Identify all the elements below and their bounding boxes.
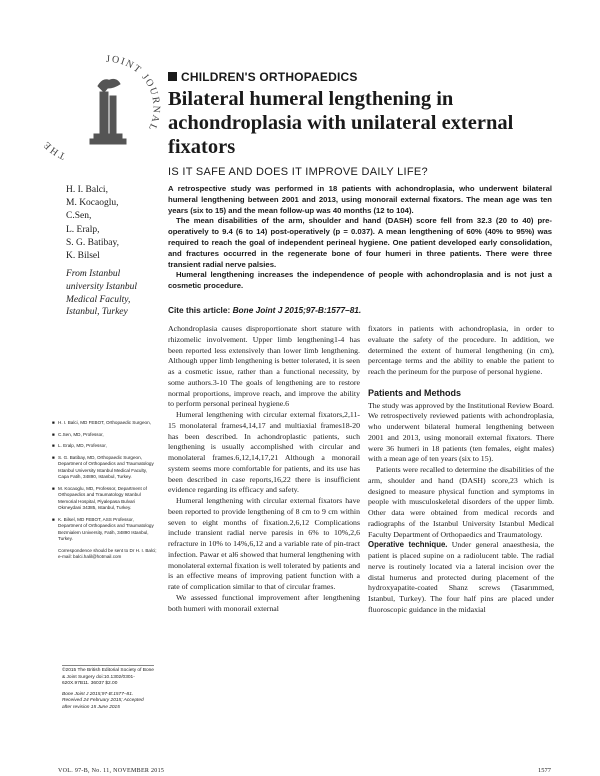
author-list [66,184,119,263]
author: S. G. Batibay, [66,237,119,248]
article-title: Bilateral humeral lengthening in achondroplasia with unilateral external fixators [168,88,514,158]
body-paragraph: Humeral lengthening with circular external fixators,2,11-15 monolateral frames4,14,17 and multiaxial frames18-20 has been described. In achondroplastic patients, such lengthening is usually accomplished with circular and monolateral frames.6,12,14,17,21 Although a monorail system seems more comfortable for patients, and its use has been described in case reports,16,22 there is insufficient evidence regarding its efficacy and safety. [168,410,360,495]
footer-volume: VOL. 97-B, No. 11, NOVEMBER 2015 [58,768,165,774]
abstract [168,184,552,292]
copyright: ©2015 The British Editorial Society of Bone & Joint Surgery doi:10.1302/0301-620X.97B11. 36037 $2.00 [62,668,154,687]
section-label: CHILDREN'S ORTHOPAEDICS [181,70,358,84]
affiliation [66,268,137,319]
footnote: ■ K. Bilsel, MD FEBOT, ASS Professor, Department of Orthopaedics and Traumatology Bezmialem University, Fatih, 34890 Istanbul, Turkey. [52,516,154,541]
author: K. Bilsel [66,251,100,262]
section-heading [168,70,358,84]
author: L. Eralp, [66,224,100,235]
body-paragraph: Patients were recalled to determine the disabilities of the arm, shoulder and hand (DASH) score,23 which is designed to measure physical function and symptoms in people with musculoskeletal disorders of the upper limb. Other data were obtained from medical records and radiographs of the Istanbul University Istanbul Medical Faculty Department of Orthopaedics and Traumatology. [368,465,554,539]
section-square-icon [168,72,177,81]
body-paragraph: We assessed functional improvement after lengthening both humeri with monorail external [168,592,360,613]
body-column-right [368,324,554,616]
abstract-paragraph: A retrospective study was performed in 18 patients with achondroplasia, who underwent bilateral humeral lengthening between 2001 and 2013, using monorail external fixators. The mean age was ten years (six to 15) and the mean follow-up was 40 months (12 to 104). [168,184,552,215]
citation-label: Cite this article: [168,305,231,315]
logo-text-left: TH [47,143,68,162]
run-in-heading: Operative technique. [368,540,448,550]
author: H. I. Balci, [66,185,108,195]
footnote: ■ M. Kocaoglu, MD, Professor, Department of Orthopaedics and Traumatology Istanbul Memorial Hospital, Piyalepasa Bulvari Okmeydani 34385, Istanbul, Turkey. [52,485,147,510]
abstract-paragraph: Humeral lengthening increases the independence of people with achondroplasia and is not just a cosmetic procedure. [168,270,552,291]
affiliation-line: From Istanbul [66,269,121,279]
body-paragraph [368,540,554,615]
citation-text: Bone Joint J 2015;97-B:1577–81. [232,305,362,315]
body-paragraph: fixators in patients with achondroplasia, in order to evaluate the safety of the procedure. In addition, we determined the extent of humeral lengthening (in cm), percentage terms and the ability to enable the patient to reach the perineum for the purpose of personal hygiene. [368,324,554,376]
affiliation-line: Medical Faculty, [66,294,131,305]
copyright-block [62,665,154,716]
author: M. Kocaoglu, [66,198,119,209]
author: C.Sen, [66,211,92,222]
body-paragraph: Achondroplasia causes disproportionate short stature with rhizomelic involvement. Upper limb lengthening1-4 has been reported less extensively than lower limb lengthening. Although upper limb lengthening is better tolerated, it is seen as a cosmetic issue, rather than a functional necessity, by some authors.3-10 The goals of lengthening are to restore normal proportions, improve reach, and improve the ability to perform personal perineal hygiene.6 [168,324,360,409]
journal-logo-icon [44,52,162,168]
affiliation-line: university Istanbul [66,281,137,292]
footnote: ■ C.Sen, MD, Professor, [52,431,104,437]
affiliation-line: Istanbul, Turkey [66,307,128,318]
svg-text:THE BONE & [44,90,67,162]
footnote: ■ H. I. Balci, MD FEBOT, Orthopaedic Surgeon, [52,420,151,425]
journal-logo [44,52,162,168]
page-number: 1577 [538,767,551,774]
section-subheading: Patients and Methods [368,387,462,398]
article-subtitle: IS IT SAFE AND DOES IT IMPROVE DAILY LIFE? [168,166,428,178]
author-footnotes [52,420,158,566]
correspondence: Correspondence should be sent to Dr H. I. Balci; e-mail: balci.halil@hotmail.com [58,547,157,559]
body-paragraph: Humeral lengthening with circular external fixators have been reported to provide lengthening of 8 cm to 9 cm within seven to eight months of fixation.2,6,12 Complications include transient radial nerve paresis in 6% to 10%,2,6 refracture in 10% to 14%,6,12 and a variable rate of pin-tract infection. Pawar et al6 showed that humeral lengthening with monolateral external fixation is well tolerated by patients and is an effective means of improving patient function with a rate of complication similar to that of circular frames. [168,496,360,591]
logo-text-right: JOINT JOURNAL [105,53,162,134]
abstract-paragraph: The mean disabilities of the arm, shoulder and hand (DASH) score fell from 32.3 (20 to 40) pre-operatively to 9.4 (6 to 14) post-operatively (p = 0.037). A mean lengthening of 60% (40% to 95%) was required to reach the goal of independent perineal hygiene. One patient developed early consolidation, and fractures occurred in the regenerate bone of four humeri in three patients. There were three transient radial nerve palsies. [168,216,552,269]
citation [168,305,361,315]
footnote: ■ S. G. Batibay, MD, Orthopaedic Surgeon, Department of Orthopaedics and Traumatology Istanbul University Istanbul Medical Faculty, Capa Fatih, 34890, Istanbul, Turkey. [52,454,154,479]
footnote: ■ L. Eralp, MD, Professor, [52,443,107,448]
paragraph-text: Under general anaesthesia, the patient is placed supine on a radiolucent table. The radial nerve is routinely located via a lateral incision over the distal humerus and protected during placement of the hydroxyapatite-coated Shanz screws (Tasarımmed, Istanbul, Turkey). The four half pins are placed under fluoroscopic guidance in the midaxial [368,540,555,614]
body-paragraph: The study was approved by the Institutional Review Board. We retrospectively reviewed patients with achondroplasia, who underwent bilateral humeral lengthening between 2001 and 2013, using monorail external fixators. There were 36 humeri in 18 patients (ten females, eight males) with a mean age of ten years (six to 15). [368,400,554,464]
body-column-left [168,324,360,614]
received-dates: Bone Joint J 2015;97-B:1577–81. Received 24 February 2015; Accepted after revision 15 June 2015 [62,691,144,710]
